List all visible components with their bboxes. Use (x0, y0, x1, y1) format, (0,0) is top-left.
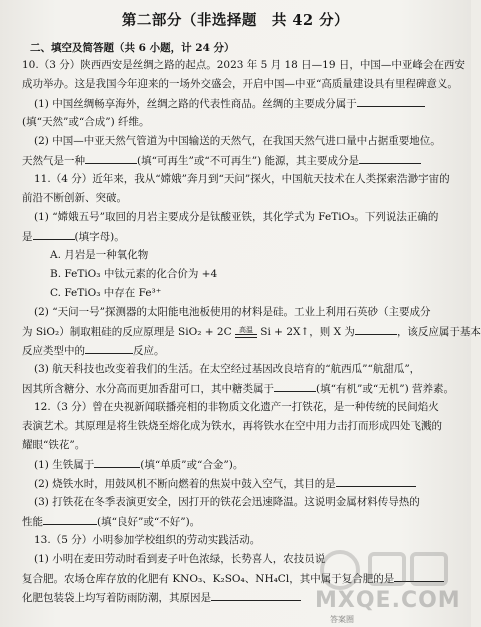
page-title: 第二部分（非选择题 共 42 分） (121, 12, 350, 29)
equals-sign (235, 334, 257, 338)
q10-1-blank[interactable] (357, 96, 425, 107)
q11-2-text-c: ，该反应属于基本 (396, 326, 481, 338)
q10-2-text-b: (填“可再生”或“不可再生”) 能源，其主要成分是 (137, 155, 360, 167)
q11-1-cont (22, 229, 459, 244)
q11-3-text-b: (填“有机”或“无机”) 营养素。 (316, 383, 455, 395)
q11-1-blank[interactable] (33, 229, 75, 240)
q12-1 (34, 457, 459, 472)
reaction-condition: 高温 (238, 325, 253, 334)
q12-1-text-a: (1) 生铁属于 (34, 459, 95, 471)
q11-option-b: B. FeTiO₃ 中钛元素的化合价为 +4 (50, 268, 218, 280)
q10-2-text-a: 天然气是一种 (22, 155, 85, 167)
q12-2-blank[interactable] (336, 476, 416, 487)
q13-1-blank-a[interactable] (394, 571, 444, 582)
q11-line-2: 前沿不断创新、突破。 (22, 192, 127, 204)
q13-1: (1) 小明在麦田劳动时看到麦子叶色浓绿，长势喜人，农技员说 (34, 553, 326, 565)
q12-3-blank[interactable] (43, 514, 97, 525)
q10-2-blank-b[interactable] (359, 153, 421, 164)
q13-1-cont (22, 571, 459, 586)
q12-3-text-a: 性能 (22, 516, 43, 528)
q11-option-a: A. 月岩是一种氧化物 (50, 249, 149, 261)
q11-1-text-a: 是 (22, 231, 33, 243)
q11-2-text-a: 为 SiO₂）制取粗硅的反应原理是 SiO₂ + 2C (22, 326, 232, 338)
q10-1-text: (1) 中国丝绸畅享海外，丝绸之路的代表性商品。丝绸的主要成分属于 (34, 98, 357, 110)
q11-3-blank[interactable] (274, 381, 316, 392)
section-heading: 二、填空及简答题（共 6 小题，计 24 分） (30, 42, 235, 54)
q13-1-blank-b[interactable] (211, 590, 301, 601)
q12-2 (34, 476, 459, 491)
q12-3-text-b: (填“良好”或“不好”)。 (97, 516, 201, 528)
q12-line-3: 耀眼“铁花”。 (22, 439, 86, 451)
watermark-text: MXQE.COM (315, 588, 461, 613)
q10-2: (2) 中国—中亚天然气管道为中国输送的天然气，在我国天然气进口量中占据重要地位。 (34, 135, 441, 147)
q12-1-text-b: (填“单质”或“合金”)。 (140, 459, 244, 471)
q10-1-cont: (填“天然”或“合成”) 纤维。 (22, 116, 150, 128)
q11-2-text-b: Si + 2X↑，则 X 为 (260, 326, 355, 338)
q11-line-1: 11.（4 分）近年来，我从“嫦娥”奔月到“天问”探火，中国航天技术在人类探索浩渺宇宙的 (34, 173, 450, 185)
q11-3: (3) 航天科技也改变着我们的生活。在太空经过基因改良培育的“航西瓜”“航甜瓜”， (34, 363, 421, 375)
q12-3-cont (22, 514, 459, 529)
watermark-label: 答案圈 (330, 615, 354, 624)
q11-2-text-e: 反应。 (133, 345, 165, 357)
q13-line-1: 13.（5 分）小明参加学校组织的劳动实践活动。 (34, 534, 261, 546)
q11-2-blank-a[interactable] (355, 324, 397, 335)
q13-1-text-a: 复合肥。农场仓库存放的化肥有 KNO₃、K₂SO₄、NH₄Cl，其中属于复合肥的是 (22, 573, 395, 585)
q11-1: (1) “嫦娥五号”取回的月岩主要成分是钛酸亚铁，其化学式为 FeTiO₃。下列说法正确的 (34, 211, 439, 223)
q13-1-text-b: 化肥包装袋上均写着防雨防潮，其原因是 (22, 592, 211, 604)
q12-3: (3) 打铁花在冬季表演更安全，因打开的铁花会迅速降温。这说明金属材料传导热的 (34, 496, 420, 508)
q10-2-cont (22, 153, 459, 168)
q10-line-2: 成功举办。这是我国今年迎来的一场外交盛会，开启中国—中亚“高质量建设具有里程碑意义。 (22, 78, 458, 90)
q12-line-2: 表演艺术。其原理是将生铁烧至熔化成为铁水，再将铁水在空中用力击打而形成四处飞溅的 (22, 420, 442, 432)
q12-2-text: (2) 烧铁水时，用鼓风机不断向燃着的焦炭中鼓入空气，其目的是 (34, 478, 336, 490)
q11-3-text-a: 因其所含糖分、水分高而更加香甜可口，其中糖类属于 (22, 383, 274, 395)
q11-2-cont-2 (22, 343, 459, 358)
q11-1-text-b: (填字母)。 (74, 231, 125, 243)
q10-line-1: 10.（3 分）陕西西安是丝绸之路的起点。2023 年 5 月 18 日—19 日，中国—中亚峰会在西安 (22, 59, 465, 71)
reaction-arrow (235, 327, 257, 338)
q10-1 (34, 96, 459, 111)
q11-3-cont (22, 381, 459, 396)
q10-2-blank-a[interactable] (85, 153, 137, 164)
q11-2-text-d: 反应类型中的 (22, 345, 85, 357)
q12-1-blank[interactable] (94, 457, 140, 468)
q11-2-blank-b[interactable] (85, 343, 133, 354)
q11-2-cont (22, 324, 481, 339)
q12-line-1: 12.（3 分）曾在央视新闻联播亮相的非物质文化遗产一打铁花，是一种传统的民间焰火 (34, 401, 439, 413)
q11-option-c: C. FeTiO₃ 中存在 Fe³⁺ (50, 287, 162, 299)
q11-2: (2) “天问一号”探测器的太阳能电池板使用的材料是硅。工业上利用石英砂（主要成分 (34, 306, 431, 318)
